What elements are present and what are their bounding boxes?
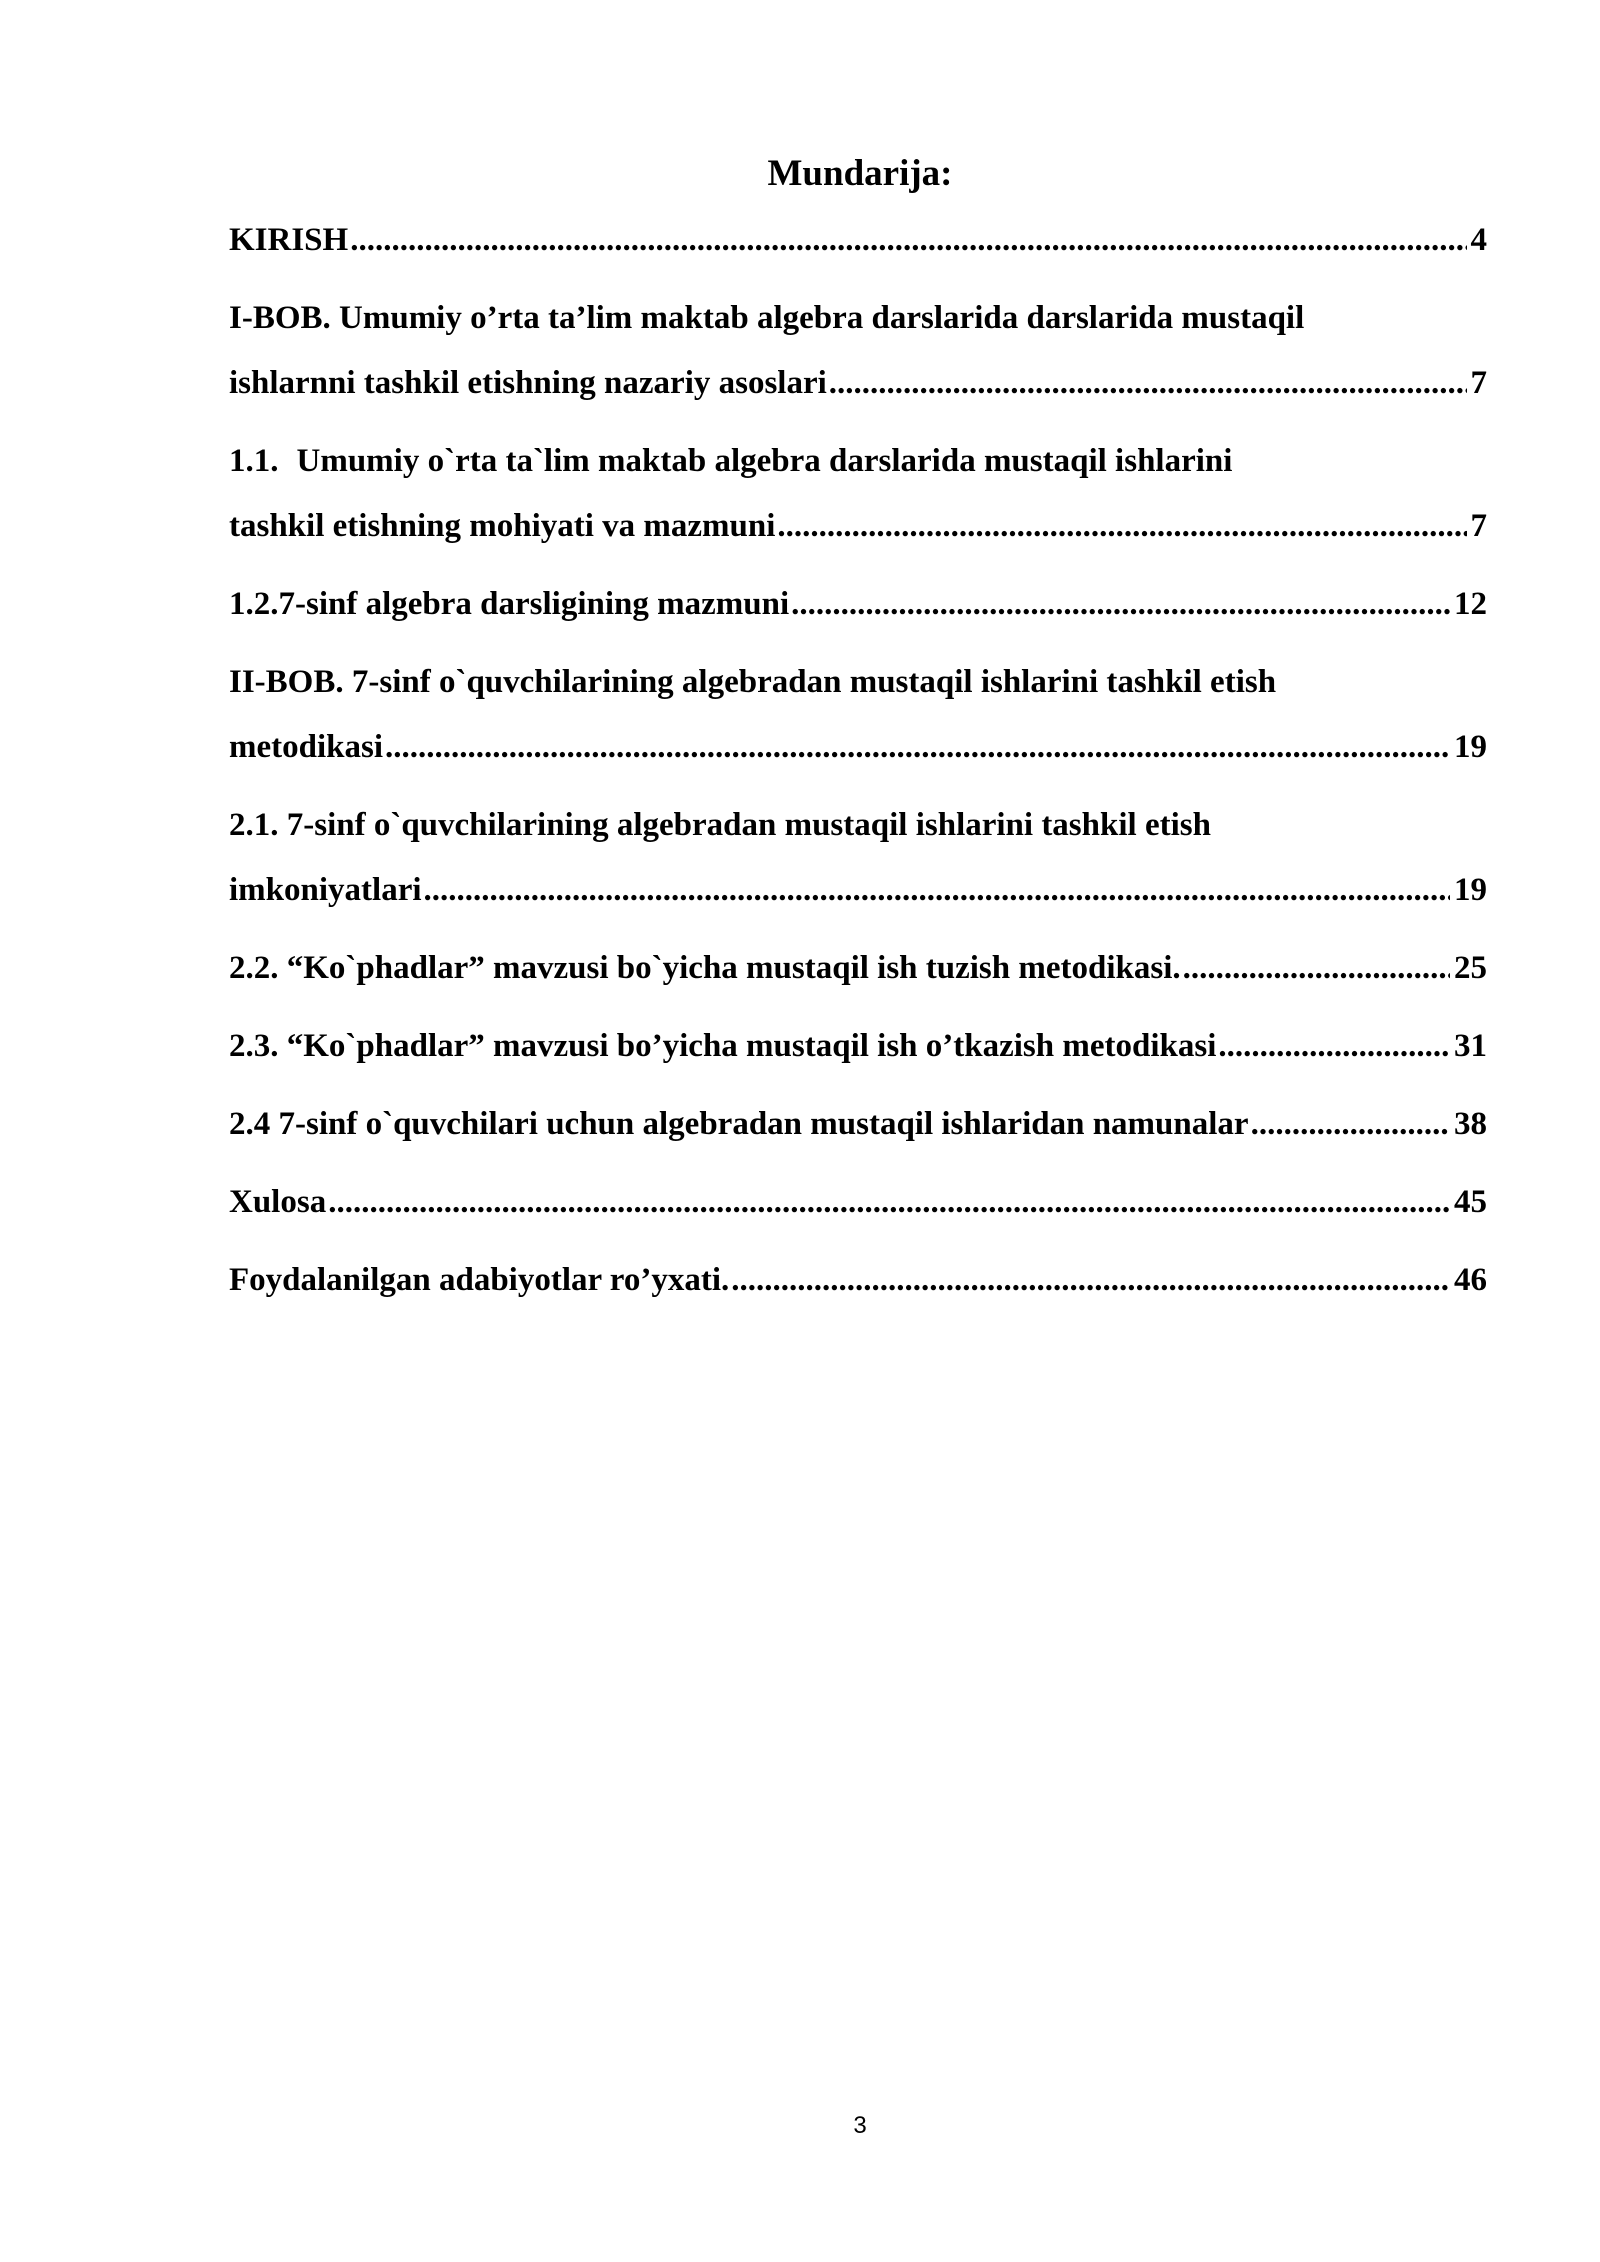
toc-line <box>229 580 1487 645</box>
toc-entry-1-2[interactable] <box>229 580 1487 645</box>
toc-entry-xulosa[interactable] <box>229 1178 1487 1243</box>
toc-page-number: 46 <box>1454 1262 1487 1298</box>
toc-line <box>229 1256 1487 1321</box>
toc-page-number: 45 <box>1454 1184 1487 1220</box>
toc-entry-label: Umumiy o`rta ta`lim maktab algebra darslarida mustaqil ishlarini <box>296 443 1233 479</box>
dot-leader <box>1218 1022 1450 1070</box>
toc-page-number: 12 <box>1454 586 1487 622</box>
page-title: Mundarija: <box>767 153 953 194</box>
dot-leader <box>424 866 1450 914</box>
toc-line <box>229 1100 1487 1165</box>
toc-entry-adabiyotlar[interactable] <box>229 1256 1487 1321</box>
dot-leader <box>777 502 1466 550</box>
toc-entry-label: 2.3. “Ko`phadlar” mavzusi bo’yicha mustaqil ish o’tkazish metodikasi <box>229 1028 1217 1064</box>
toc-entry-label: 2.4 7-sinf o`quvchilari uchun algebradan mustaqil ishlaridan namunalar <box>229 1106 1249 1142</box>
toc-page-number: 19 <box>1454 872 1487 908</box>
toc-entry-label-cont: metodikasi <box>229 729 384 765</box>
dot-leader <box>350 216 1466 264</box>
toc-line <box>229 294 1487 359</box>
toc-entry-2-1[interactable] <box>229 801 1487 931</box>
toc-page-number: 7 <box>1470 365 1487 401</box>
toc-entry-label: Xulosa <box>229 1184 327 1220</box>
toc-entry-label: 2.1. 7-sinf o`quvchilarining algebradan mustaqil ishlarini tashkil etish <box>229 807 1211 843</box>
toc-entry-2-3[interactable] <box>229 1022 1487 1087</box>
toc-line <box>229 1022 1487 1087</box>
toc-line <box>229 359 1487 424</box>
toc-entry-kirish[interactable] <box>229 216 1487 281</box>
table-of-contents <box>229 216 1487 1321</box>
dot-leader <box>731 1256 1450 1304</box>
toc-entry-label-cont: ishlarnni tashkil etishning nazariy asoslari <box>229 365 827 401</box>
toc-page-number: 31 <box>1454 1028 1487 1064</box>
toc-entry-label: Foydalanilgan adabiyotlar ro’yxati. <box>229 1262 730 1298</box>
toc-line <box>229 1178 1487 1243</box>
toc-entry-1-1[interactable] <box>229 437 1487 567</box>
toc-entry-label: I-BOB. Umumiy o’rta ta’lim maktab algebra darslarida darslarida mustaqil <box>229 300 1305 336</box>
toc-entry-label: KIRISH <box>229 222 349 258</box>
page-number: 3 <box>853 2112 867 2139</box>
toc-line <box>229 437 1487 502</box>
toc-page-number: 25 <box>1454 950 1487 986</box>
toc-page-number: 7 <box>1470 508 1487 544</box>
toc-line <box>229 944 1487 1009</box>
dot-leader <box>829 359 1467 407</box>
toc-entry-label: II-BOB. 7-sinf o`quvchilarining algebradan mustaqil ishlarini tashkil etish <box>229 664 1277 700</box>
toc-entry-number: 1.1. <box>229 443 279 479</box>
toc-entry-2-2[interactable] <box>229 944 1487 1009</box>
dot-leader <box>791 580 1450 628</box>
toc-entry-label: 2.2. “Ko`phadlar” mavzusi bo`yicha mustaqil ish tuzish metodikasi. <box>229 950 1181 986</box>
dot-leader <box>385 723 1450 771</box>
toc-entry-2-4[interactable] <box>229 1100 1487 1165</box>
toc-entry-label-cont: tashkil etishning mohiyati va mazmuni <box>229 508 776 544</box>
dot-leader <box>328 1178 1450 1226</box>
toc-entry-label-cont: imkoniyatlari <box>229 872 422 908</box>
toc-page-number: 4 <box>1470 222 1487 258</box>
toc-entry-label: 1.2.7-sinf algebra darsligining mazmuni <box>229 586 790 622</box>
toc-line <box>229 866 1487 931</box>
toc-page-number: 38 <box>1454 1106 1487 1142</box>
dot-leader <box>1183 944 1450 992</box>
toc-line <box>229 801 1487 866</box>
toc-line <box>229 658 1487 723</box>
toc-entry-chapter-2[interactable] <box>229 658 1487 788</box>
toc-line <box>229 723 1487 788</box>
toc-entry-chapter-1[interactable] <box>229 294 1487 424</box>
toc-line <box>229 216 1487 281</box>
dot-leader <box>1251 1100 1450 1148</box>
toc-page-number: 19 <box>1454 729 1487 765</box>
toc-line <box>229 502 1487 567</box>
